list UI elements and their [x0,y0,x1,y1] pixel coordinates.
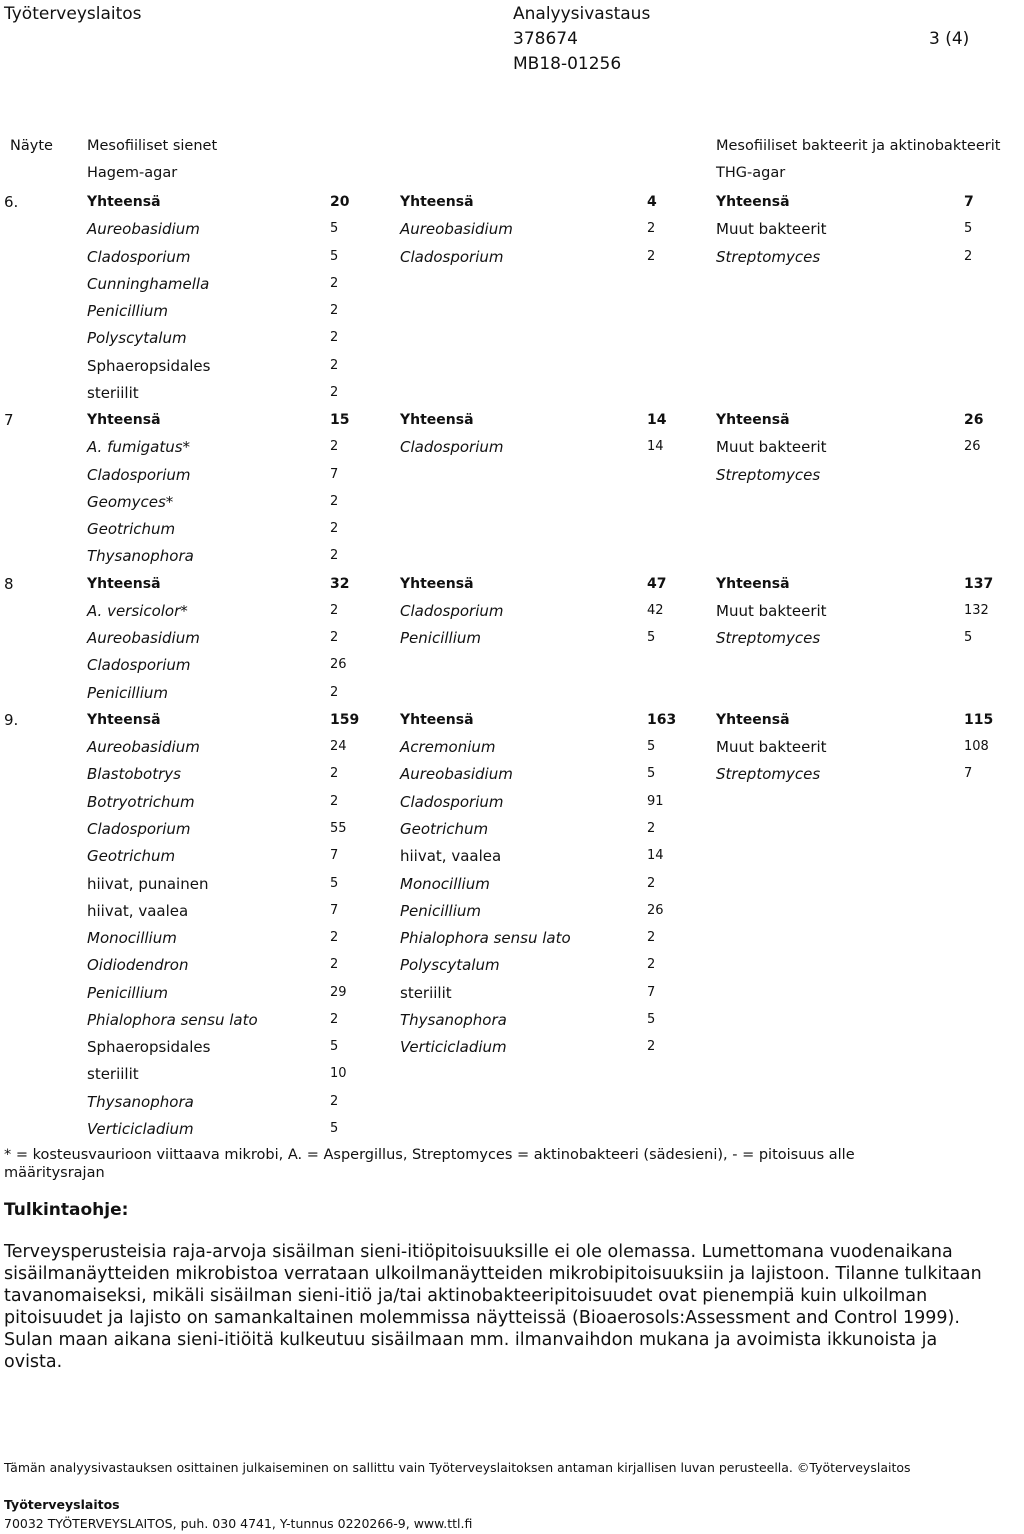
colony-count: 2 [330,303,339,318]
colony-count: 2 [330,957,339,972]
organism-name: Phialophora sensu lato [400,929,571,947]
colony-count: 24 [330,739,347,754]
organism-name: Acremonium [400,738,496,756]
organism-name: Muut bakteerit [716,220,827,238]
colony-count: 132 [964,603,989,618]
organism-name: Sphaeropsidales [87,357,211,375]
colony-count: 108 [964,739,989,754]
organism-name: A. versicolor* [87,602,188,620]
organism-name: Aureobasidium [87,738,200,756]
colony-count: 2 [330,1094,339,1109]
organism-name: Cladosporium [87,656,191,674]
organism-name: Verticicladium [87,1120,194,1138]
organism-name: Phialophora sensu lato [87,1011,258,1029]
total-count: 159 [330,712,360,728]
organism-name: Cladosporium [400,248,504,266]
page-number: 3 (4) [929,29,970,49]
total-count: 115 [964,712,994,728]
organism-name: Sphaeropsidales [87,1038,211,1056]
colony-count: 2 [330,494,339,509]
total-count: 32 [330,576,350,592]
colony-count: 2 [330,766,339,781]
interpretation-title: Tulkintaohje: [4,1200,129,1220]
total-count: 4 [647,194,657,210]
organism-name: hiivat, vaalea [400,847,502,865]
colony-count: 2 [330,521,339,536]
colony-count: 2 [330,794,339,809]
organization-name: Työterveyslaitos [4,4,142,24]
total-count: 15 [330,412,350,428]
total-label: Yhteensä [400,412,474,428]
colony-count: 91 [647,794,664,809]
colony-count: 5 [647,1012,656,1027]
organism-name: Muut bakteerit [716,438,827,456]
colony-count: 2 [647,930,656,945]
footer-organization: Työterveyslaitos [4,1497,120,1512]
total-label: Yhteensä [87,712,161,728]
total-count: 20 [330,194,350,210]
organism-name: steriilit [87,384,139,402]
total-label: Yhteensä [716,576,790,592]
organism-name: Streptomyces [716,629,821,647]
colony-count: 2 [647,1039,656,1054]
column-header-bacteria: Mesofiiliset bakteerit ja aktinobakteerit [716,138,1001,154]
interpretation-text: Terveysperusteisia raja-arvoja sisäilman sieni-itiöpitoisuuksille ei ole olemassa. Lumettomana vuodenaikana sisäilmanäytteiden mikrobistoa verrataan ulkoilmanäytteiden mikrobipitoisuuksiin ja lajistoon. Tilanne tulkitaan tavanomaiseksi, mikäli sisäilman sieni-itiö ja/tai aktinobakteeripitoisuudet ovat pienempiä kuin ulkoilman pitoisuudet ja lajisto on samankaltainen molemmissa näytteissä (Bioaerosols:Assessment and Control 1999). Sulan maan aikana sieni-itiöitä kulkeutuu sisäilmaan mm. ilmanvaihdon mukana ja avoimista ikkunoista ja ovista. [4,1242,982,1372]
colony-count: 5 [964,630,973,645]
organism-name: Cladosporium [400,438,504,456]
colony-count: 2 [330,548,339,563]
organism-name: Thysanophora [87,1093,194,1111]
total-count: 14 [647,412,667,428]
colony-count: 5 [330,1121,339,1136]
colony-count: 7 [330,848,339,863]
organism-name: Oidiodendron [87,956,189,974]
column-header-sample: Näyte [10,138,53,154]
total-count: 26 [964,412,984,428]
colony-count: 2 [330,1012,339,1027]
document-code: MB18-01256 [513,54,622,74]
organism-name: Cladosporium [400,602,504,620]
total-label: Yhteensä [400,194,474,210]
organism-name: Streptomyces [716,248,821,266]
organism-name: Geotrichum [87,847,176,865]
organism-name: Aureobasidium [87,629,200,647]
document-type: Analyysivastaus [513,4,651,24]
colony-count: 55 [330,821,347,836]
colony-count: 5 [647,766,656,781]
total-count: 47 [647,576,667,592]
total-label: Yhteensä [400,712,474,728]
colony-count: 2 [330,930,339,945]
organism-name: Cunninghamella [87,275,210,293]
organism-name: Thysanophora [87,547,194,565]
colony-count: 2 [647,957,656,972]
colony-count: 2 [330,685,339,700]
total-count: 137 [964,576,994,592]
colony-count: 2 [647,876,656,891]
sample-id: 6. [4,193,19,211]
total-label: Yhteensä [87,194,161,210]
sample-id: 9. [4,711,19,729]
organism-name: Penicillium [400,629,481,647]
colony-count: 14 [647,848,664,863]
organism-name: Geotrichum [87,520,176,538]
colony-count: 5 [330,1039,339,1054]
total-label: Yhteensä [400,576,474,592]
organism-name: Aureobasidium [400,765,513,783]
colony-count: 5 [330,249,339,264]
organism-name: Monocillium [87,929,177,947]
colony-count: 7 [647,985,656,1000]
total-label: Yhteensä [87,576,161,592]
total-count: 7 [964,194,974,210]
total-label: Yhteensä [87,412,161,428]
footnote: * = kosteusvaurioon viittaava mikrobi, A. = Aspergillus, Streptomyces = aktinobakteeri (sädesieni), - = pitoisuus alle määritysrajan [4,1147,855,1181]
total-label: Yhteensä [716,712,790,728]
organism-name: Verticicladium [400,1038,507,1056]
organism-name: Thysanophora [400,1011,507,1029]
organism-name: Muut bakteerit [716,602,827,620]
organism-name: Geotrichum [400,820,489,838]
column-header-fungi-agar: Hagem-agar [87,165,178,181]
organism-name: Polyscytalum [400,956,500,974]
document-number: 378674 [513,29,578,49]
column-header-fungi: Mesofiiliset sienet [87,138,218,154]
organism-name: steriilit [87,1065,139,1083]
total-label: Yhteensä [716,412,790,428]
organism-name: Muut bakteerit [716,738,827,756]
organism-name: Streptomyces [716,466,821,484]
colony-count: 7 [964,766,973,781]
total-label: Yhteensä [716,194,790,210]
colony-count: 5 [330,876,339,891]
organism-name: steriilit [400,984,452,1002]
colony-count: 2 [330,630,339,645]
colony-count: 26 [964,439,981,454]
colony-count: 5 [647,630,656,645]
organism-name: Blastobotrys [87,765,181,783]
colony-count: 26 [330,657,347,672]
colony-count: 2 [330,276,339,291]
column-header-bacteria-agar: THG-agar [716,165,786,181]
colony-count: 7 [330,903,339,918]
colony-count: 2 [330,330,339,345]
organism-name: A. fumigatus* [87,438,191,456]
organism-name: Monocillium [400,875,490,893]
organism-name: Streptomyces [716,765,821,783]
sample-id: 7 [4,411,14,429]
organism-name: Penicillium [400,902,481,920]
organism-name: Cladosporium [87,466,191,484]
colony-count: 26 [647,903,664,918]
organism-name: Botryotrichum [87,793,195,811]
organism-name: Cladosporium [87,248,191,266]
colony-count: 2 [330,603,339,618]
organism-name: Penicillium [87,302,168,320]
colony-count: 2 [330,358,339,373]
publication-notice: Tämän analyysivastauksen osittainen julkaiseminen on sallittu vain Työterveyslaitoksen antaman kirjallisen luvan perusteella. ©Työterveyslaitos [4,1460,911,1475]
colony-count: 14 [647,439,664,454]
colony-count: 29 [330,985,347,1000]
sample-id: 8 [4,575,14,593]
organism-name: hiivat, vaalea [87,902,189,920]
organism-name: Cladosporium [400,793,504,811]
colony-count: 10 [330,1066,347,1081]
organism-name: Aureobasidium [87,220,200,238]
organism-name: hiivat, punainen [87,875,209,893]
total-count: 163 [647,712,677,728]
colony-count: 5 [330,221,339,236]
organism-name: Penicillium [87,684,168,702]
organism-name: Aureobasidium [400,220,513,238]
colony-count: 2 [330,385,339,400]
colony-count: 7 [330,467,339,482]
organism-name: Cladosporium [87,820,191,838]
colony-count: 2 [647,221,656,236]
colony-count: 42 [647,603,664,618]
colony-count: 5 [964,221,973,236]
footer-address: 70032 TYÖTERVEYSLAITOS, puh. 030 4741, Y-tunnus 0220266-9, www.ttl.fi [4,1516,473,1531]
colony-count: 2 [330,439,339,454]
colony-count: 2 [964,249,973,264]
organism-name: Geomyces* [87,493,174,511]
organism-name: Polyscytalum [87,329,187,347]
colony-count: 2 [647,249,656,264]
colony-count: 2 [647,821,656,836]
colony-count: 5 [647,739,656,754]
organism-name: Penicillium [87,984,168,1002]
